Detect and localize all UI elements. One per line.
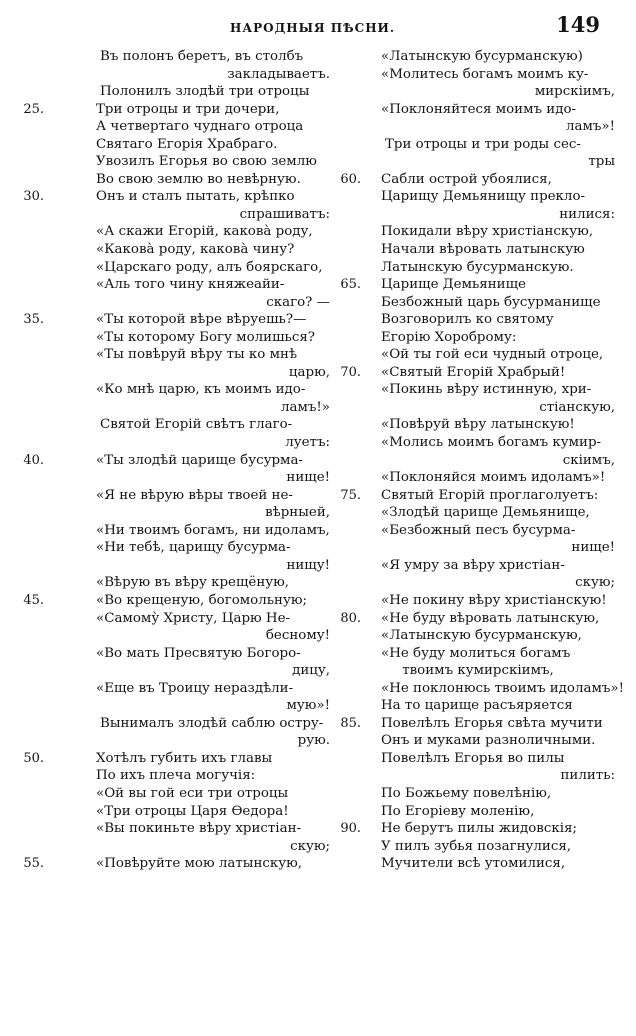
verse-text: скую; bbox=[290, 838, 330, 854]
verse-text: Сабли острой убоялися, bbox=[381, 171, 552, 187]
verse-line bbox=[335, 364, 621, 382]
verse-text: «Поклоняйся моимъ идоламъ»! bbox=[381, 470, 606, 486]
verse-text: пилить: bbox=[560, 768, 615, 784]
verse-line bbox=[58, 223, 330, 241]
verse-line bbox=[58, 767, 330, 785]
verse-number: 85. bbox=[340, 715, 361, 731]
verse-text: Возговорилъ ко святому bbox=[381, 312, 554, 328]
verse-line bbox=[335, 48, 621, 66]
verse-text: Мучители всѣ утомилися, bbox=[381, 856, 566, 872]
verse-line bbox=[335, 259, 621, 277]
verse-text: «А скажи Егорій, какова̀ роду, bbox=[96, 224, 313, 240]
verse-line bbox=[335, 680, 624, 698]
verse-line bbox=[335, 785, 621, 803]
verse-line bbox=[335, 153, 621, 171]
verse-text: «Я умру за вѣру христіан- bbox=[381, 557, 565, 573]
verse-text: «Ни тебѣ, царищу бусурма- bbox=[96, 540, 291, 556]
verse-text: «Ты которой вѣре вѣруешь?— bbox=[96, 312, 307, 328]
verse-line bbox=[335, 329, 621, 347]
verse-text: «Я не вѣрую вѣры твоей не- bbox=[96, 487, 293, 503]
verse-line bbox=[335, 504, 621, 522]
verse-text: «Не буду вѣровать латынскую, bbox=[381, 610, 600, 626]
verse-text: «Ой ты гой еси чудный отроце, bbox=[381, 347, 604, 363]
verse-text: Начали вѣровать латынскую bbox=[381, 242, 585, 258]
verse-text: нилися: bbox=[559, 206, 615, 222]
verse-text: ламъ»! bbox=[566, 119, 615, 135]
verse-text: Въ полонъ беретъ, въ столбъ bbox=[100, 49, 304, 64]
verse-number: 70. bbox=[340, 364, 361, 380]
verse-line bbox=[23, 855, 330, 873]
right-text-column bbox=[335, 48, 624, 873]
verse-text: Повелѣлъ Егорья свѣта мучити bbox=[381, 715, 603, 731]
verse-text: нище! bbox=[286, 470, 330, 486]
verse-line bbox=[58, 557, 330, 575]
verse-text: дицу, bbox=[292, 663, 330, 679]
verse-line bbox=[335, 487, 621, 505]
verse-text: Хотѣлъ губить ихъ главы bbox=[96, 750, 273, 766]
verse-text: Царище Демьянище bbox=[381, 277, 526, 293]
verse-number: 40. bbox=[23, 452, 44, 468]
verse-line bbox=[335, 838, 621, 856]
verse-line bbox=[335, 452, 621, 470]
verse-line bbox=[335, 188, 621, 206]
running-header bbox=[230, 12, 610, 42]
verse-line bbox=[335, 434, 621, 452]
verse-line bbox=[58, 276, 330, 294]
verse-text: «Злодѣй царище Демьянище, bbox=[381, 505, 590, 521]
verse-line bbox=[335, 539, 621, 557]
verse-text: На то царище расъяряется bbox=[381, 698, 573, 714]
verse-text: Егорію Хороброму: bbox=[381, 329, 517, 345]
verse-text: По Божьему повелѣнію, bbox=[381, 785, 552, 801]
verse-line bbox=[58, 803, 330, 821]
verse-text: «Царскаго роду, алъ боярскаго, bbox=[96, 259, 323, 275]
verse-text: «Ты которому Богу молишься? bbox=[96, 329, 315, 345]
verse-line bbox=[335, 241, 621, 259]
verse-text: ламъ!» bbox=[281, 399, 330, 415]
verse-line bbox=[335, 276, 621, 294]
verse-text: твоимъ кумирскіимъ, bbox=[402, 663, 554, 679]
verse-text: Увозилъ Егорья во свою землю bbox=[96, 154, 317, 170]
verse-line bbox=[58, 399, 330, 417]
verse-number: 50. bbox=[23, 750, 44, 766]
verse-text: «Безбожный песъ бусурма- bbox=[381, 522, 576, 538]
verse-text: Царищу Демьянищу прекло- bbox=[381, 189, 586, 205]
verse-line bbox=[58, 241, 330, 259]
verse-line bbox=[58, 434, 330, 452]
verse-text: По ихъ плеча могучія: bbox=[96, 768, 256, 784]
verse-line bbox=[58, 206, 330, 224]
verse-text: Три отроцы и три роды сес- bbox=[385, 136, 581, 152]
verse-text: «Не буду молиться богамъ bbox=[381, 645, 571, 661]
verse-line bbox=[335, 732, 621, 750]
verse-line bbox=[23, 592, 330, 610]
verse-text: Святый Егорій проглаголуетъ: bbox=[381, 487, 599, 503]
verse-text: спрашиватъ: bbox=[239, 206, 330, 222]
verse-text: «Самому̀ Христу, Царю Не- bbox=[96, 610, 291, 626]
verse-number: 25. bbox=[23, 101, 44, 117]
verse-line bbox=[58, 153, 330, 171]
verse-text: «Молитесь богамъ моимъ ку- bbox=[381, 66, 589, 82]
verse-text: «Еще въ Троицу нераздѣли- bbox=[96, 680, 294, 696]
verse-text: «Не поклонюсь твоимъ идоламъ»! bbox=[381, 680, 624, 696]
verse-text: нище! bbox=[571, 540, 615, 556]
verse-text: скую; bbox=[575, 575, 615, 591]
verse-line bbox=[335, 820, 621, 838]
verse-line bbox=[335, 767, 621, 785]
verse-line bbox=[58, 346, 330, 364]
verse-line bbox=[58, 364, 330, 382]
verse-text: По Егоріеву моленію, bbox=[381, 803, 535, 819]
verse-text: Вынималъ злодѣй саблю остру- bbox=[100, 715, 324, 731]
verse-text: «Латынскую бусурманскую, bbox=[381, 628, 582, 644]
verse-line bbox=[58, 381, 330, 399]
verse-line bbox=[335, 223, 621, 241]
verse-line bbox=[335, 645, 621, 663]
verse-text: «Молись моимъ богамъ кумир- bbox=[381, 435, 602, 451]
verse-line bbox=[335, 627, 621, 645]
verse-text: «Аль того чину княжеайи- bbox=[96, 277, 285, 293]
verse-text: луетъ: bbox=[285, 435, 330, 451]
verse-line bbox=[58, 469, 330, 487]
verse-line bbox=[58, 48, 330, 66]
verse-text: «Во мать Пресвятую Богоро- bbox=[96, 645, 301, 661]
verse-line bbox=[58, 136, 330, 154]
verse-text: «Не покину вѣру христіанскую! bbox=[381, 592, 607, 608]
verse-text: Покидали вѣру христіанскую, bbox=[381, 224, 594, 240]
verse-line bbox=[335, 118, 621, 136]
verse-text: скаго? — bbox=[266, 294, 330, 310]
verse-line bbox=[335, 311, 621, 329]
verse-text: Онъ и сталъ пытать, крѣпко bbox=[96, 189, 295, 205]
verse-line bbox=[335, 346, 621, 364]
verse-text: Святаго Егорія Храбраго. bbox=[96, 136, 278, 152]
verse-text: Полонилъ злодѣй три отроцы bbox=[100, 84, 310, 100]
verse-text: «Повѣруй вѣру латынскую! bbox=[381, 417, 575, 433]
verse-text: тры bbox=[588, 154, 615, 170]
verse-line bbox=[335, 522, 621, 540]
verse-line bbox=[335, 592, 621, 610]
verse-line bbox=[23, 452, 330, 470]
verse-number: 90. bbox=[340, 821, 361, 837]
verse-text: «Поклоняйтеся моимъ идо- bbox=[381, 101, 577, 117]
verse-text: Не берутъ пилы жидовскія; bbox=[381, 821, 577, 837]
verse-line bbox=[335, 294, 621, 312]
verse-line bbox=[335, 469, 621, 487]
verse-text: Повелѣлъ Егорья во пилы bbox=[381, 750, 565, 766]
verse-text: «Покинь вѣру истинную, хри- bbox=[381, 382, 592, 398]
verse-line bbox=[335, 574, 621, 592]
verse-line bbox=[58, 539, 330, 557]
verse-text: вѣрныей, bbox=[265, 505, 330, 521]
verse-line bbox=[58, 329, 330, 347]
verse-line bbox=[335, 416, 621, 434]
verse-line bbox=[335, 399, 621, 417]
verse-text: «Ты злодѣй царище бусурма- bbox=[96, 452, 303, 468]
verse-text: Латынскую бусурманскую. bbox=[381, 259, 574, 275]
verse-line bbox=[335, 557, 621, 575]
verse-text: скіимъ, bbox=[562, 452, 615, 468]
verse-line bbox=[58, 838, 330, 856]
verse-text: «Во крещеную, богомольную; bbox=[96, 592, 308, 608]
verse-line bbox=[58, 645, 330, 663]
verse-line bbox=[58, 820, 330, 838]
verse-line bbox=[58, 574, 330, 592]
verse-text: бесному! bbox=[265, 628, 330, 644]
verse-number: 65. bbox=[340, 277, 361, 293]
verse-line bbox=[23, 311, 330, 329]
verse-line bbox=[23, 188, 330, 206]
verse-line bbox=[58, 294, 330, 312]
verse-text: мирскіимъ, bbox=[534, 84, 615, 100]
verse-line bbox=[58, 697, 330, 715]
verse-text: «Какова̀ роду, какова̀ чину? bbox=[96, 242, 295, 258]
verse-text: «Святый Егорій Храбрый! bbox=[381, 364, 566, 380]
verse-number: 60. bbox=[340, 171, 361, 187]
verse-text: закладываетъ. bbox=[227, 66, 330, 82]
verse-text: рую. bbox=[297, 733, 330, 749]
verse-line bbox=[335, 66, 621, 84]
verse-line bbox=[58, 732, 330, 750]
verse-line bbox=[58, 522, 330, 540]
verse-line bbox=[58, 715, 330, 733]
verse-line bbox=[58, 662, 330, 680]
verse-line bbox=[58, 259, 330, 277]
verse-text: «Повѣруйте мою латынскую, bbox=[96, 856, 303, 872]
verse-number: 55. bbox=[23, 856, 44, 872]
verse-line bbox=[335, 803, 621, 821]
verse-line bbox=[58, 504, 330, 522]
verse-text: мую»! bbox=[286, 698, 330, 714]
verse-line bbox=[335, 381, 621, 399]
verse-text: «Вѣрую въ вѣру крещёную, bbox=[96, 575, 290, 591]
verse-text: Три отроцы и три дочери, bbox=[96, 101, 280, 117]
verse-text: «Латынскую бусурманскую) bbox=[381, 49, 583, 64]
verse-line bbox=[58, 118, 330, 136]
verse-line bbox=[335, 715, 621, 733]
verse-text: У пилъ зубья позагнулися, bbox=[381, 838, 572, 854]
verse-number: 35. bbox=[23, 312, 44, 328]
verse-number: 45. bbox=[23, 592, 44, 608]
running-title: НАРОДНЫЯ ПѢСНИ. bbox=[230, 21, 396, 35]
verse-number: 75. bbox=[340, 487, 361, 503]
verse-number: 30. bbox=[23, 189, 44, 205]
verse-text: «Ко мнѣ царю, къ моимъ идо- bbox=[96, 382, 306, 398]
verse-text: Святой Егорій свѣтъ глаго- bbox=[100, 417, 293, 433]
verse-line bbox=[335, 101, 621, 119]
verse-line bbox=[335, 662, 621, 680]
verse-line bbox=[58, 610, 330, 628]
verse-text: «Три отроцы Царя Ѳедора! bbox=[96, 803, 289, 819]
verse-text: Онъ и муками разноличными. bbox=[381, 733, 596, 749]
verse-text: царю, bbox=[288, 364, 330, 380]
verse-line bbox=[335, 697, 621, 715]
verse-line bbox=[58, 83, 330, 101]
verse-line bbox=[335, 83, 621, 101]
verse-text: стіанскую, bbox=[539, 399, 615, 415]
verse-line bbox=[335, 855, 621, 873]
verse-line bbox=[58, 680, 330, 698]
verse-text: нищу! bbox=[286, 557, 330, 573]
verse-line bbox=[58, 416, 330, 434]
verse-text: А четвертаго чуднаго отроца bbox=[96, 119, 304, 135]
verse-line bbox=[58, 66, 330, 84]
verse-line bbox=[23, 101, 330, 119]
verse-line bbox=[58, 627, 330, 645]
verse-line bbox=[335, 171, 621, 189]
verse-line bbox=[335, 206, 621, 224]
verse-line bbox=[335, 750, 621, 768]
verse-line bbox=[58, 487, 330, 505]
verse-text: «Вы покиньте вѣру христіан- bbox=[96, 821, 302, 837]
verse-line bbox=[335, 610, 621, 628]
verse-text: Во свою землю во невѣрную. bbox=[96, 171, 301, 187]
verse-line bbox=[23, 750, 330, 768]
verse-text: Безбожный царь бусурманище bbox=[381, 294, 601, 310]
verse-line bbox=[335, 136, 621, 154]
left-text-column bbox=[23, 48, 330, 873]
verse-text: «Ты повѣруй вѣру ты ко мнѣ bbox=[96, 347, 298, 363]
verse-text: «Ой вы гой еси три отроцы bbox=[96, 785, 289, 801]
verse-text: «Ни твоимъ богамъ, ни идоламъ, bbox=[96, 522, 330, 538]
verse-number: 80. bbox=[340, 610, 361, 626]
verse-line bbox=[58, 171, 330, 189]
verse-line bbox=[58, 785, 330, 803]
page-number: 149 bbox=[556, 12, 600, 37]
